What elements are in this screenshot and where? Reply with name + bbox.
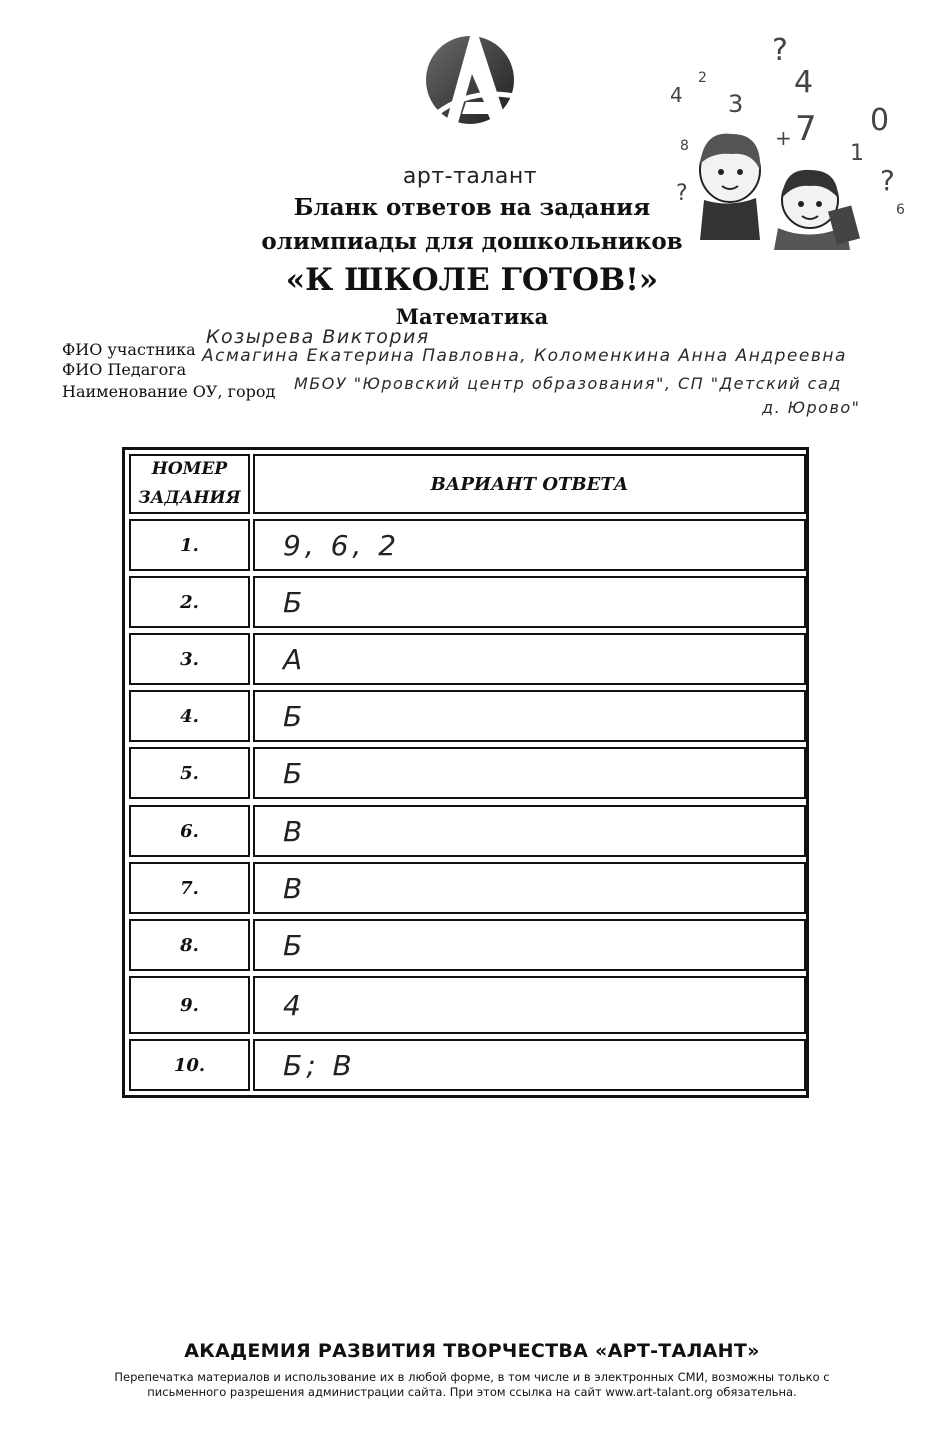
svg-text:7: 7: [795, 109, 817, 149]
svg-text:1: 1: [850, 141, 864, 166]
task-number-4: 4.: [129, 690, 250, 742]
svg-text:?: ?: [676, 181, 688, 206]
logo-text: арт-талант: [402, 164, 538, 189]
svg-text:2: 2: [698, 70, 707, 86]
task-number-6: 6.: [129, 805, 250, 857]
answer-9: 4: [253, 976, 806, 1034]
task-number-5: 5.: [129, 747, 250, 799]
header-task-number-line-2: ЗАДАНИЯ: [138, 488, 241, 508]
task-number-2: 2.: [129, 576, 250, 628]
task-number-3: 3.: [129, 633, 250, 685]
svg-text:?: ?: [772, 33, 788, 68]
art-talant-logo: [400, 18, 540, 189]
svg-text:4: 4: [670, 83, 683, 107]
school-value: МБОУ "Юровский центр образования", СП "Детский сад: [294, 374, 842, 393]
school-label: Наименование ОУ, город: [62, 382, 276, 401]
title-line-2: олимпиады для дошкольников: [261, 228, 683, 255]
task-number-10: 10.: [129, 1039, 250, 1091]
answer-8: Б: [253, 919, 806, 971]
answer-7: В: [253, 862, 806, 914]
teacher-label: ФИО Педагога: [62, 360, 187, 379]
svg-text:3: 3: [728, 90, 744, 118]
header-answer: ВАРИАНТ ОТВЕТА: [253, 454, 806, 514]
participant-label: ФИО участника: [62, 340, 196, 359]
answer-3: А: [253, 633, 806, 685]
art-talant-logo-icon: [422, 18, 518, 142]
olympiad-name: «К ШКОЛЕ ГОТОВ!»: [285, 262, 659, 298]
title-line-1: Бланк ответов на задания: [293, 194, 651, 221]
answer-5: Б: [253, 747, 806, 799]
task-number-7: 7.: [129, 862, 250, 914]
school-value-line-2: д. Юрово": [762, 398, 861, 417]
task-number-1: 1.: [129, 519, 250, 571]
svg-text:+: +: [775, 126, 792, 150]
task-number-9: 9.: [129, 976, 250, 1034]
header-task-number: [129, 454, 250, 514]
answer-4: Б: [253, 690, 806, 742]
subject-title: Математика: [395, 304, 549, 329]
copyright-notice-line-2: письменного разрешения администрации сайта. При этом ссылка на сайт www.art-talant.org обязательна.: [147, 1385, 797, 1399]
svg-text:4: 4: [794, 65, 814, 100]
answer-6: В: [253, 805, 806, 857]
header-task-number-line-1: НОМЕР: [151, 459, 228, 479]
svg-text:0: 0: [870, 103, 890, 138]
answer-table: [122, 447, 809, 1098]
academy-name: АКАДЕМИЯ РАЗВИТИЯ ТВОРЧЕСТВА «АРТ-ТАЛАНТ»: [184, 1340, 760, 1362]
svg-text:6: 6: [896, 202, 905, 218]
participant-value: Козырева Виктория: [206, 326, 430, 348]
task-number-8: 8.: [129, 919, 250, 971]
teacher-value: Асмагина Екатерина Павловна, Коломенкина Анна Андреевна: [202, 346, 847, 366]
answer-10: Б; В: [253, 1039, 806, 1091]
answer-2: Б: [253, 576, 806, 628]
svg-text:?: ?: [880, 164, 895, 197]
answer-1: 9, 6, 2: [253, 519, 806, 571]
copyright-notice-line-1: Перепечатка материалов и использование их в любой форме, в том числе и в электронных СМИ, возможны только с: [114, 1370, 830, 1384]
svg-text:8: 8: [680, 138, 689, 154]
